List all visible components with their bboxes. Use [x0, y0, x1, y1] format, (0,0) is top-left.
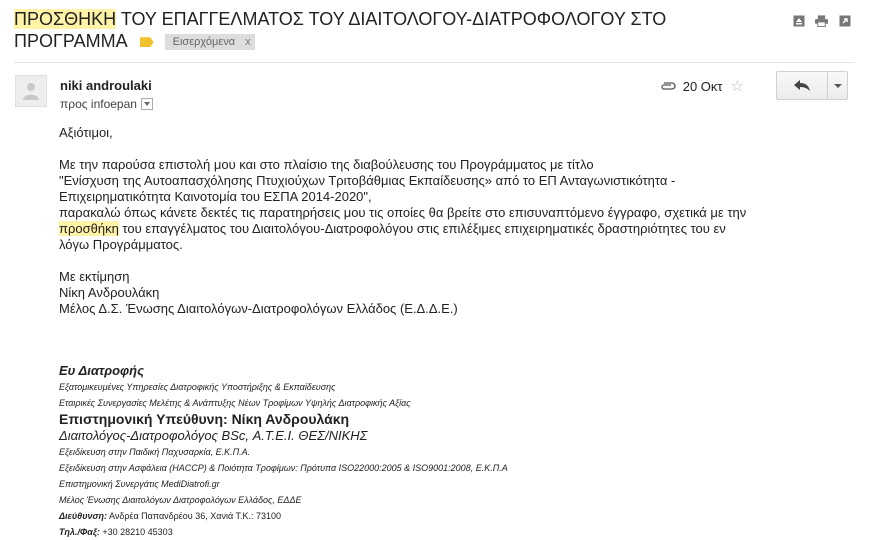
person-icon [22, 81, 40, 101]
phone-label: Τηλ./Φαξ: [59, 527, 100, 537]
body-line: παρακαλώ όπως κάνετε δεκτές τις παρατηρήσεις μου τις οποίες θα βρείτε στο επισυναπτόμενο έγγραφο, σχετικά με την [59, 205, 747, 220]
body-line: "Ενίσχυση της Αυτοαπασχόλησης Πτυχιούχων Τριτοβάθμιας Εκπαίδευσης» από το ΕΠ Ανταγωνιστικότητα - [59, 173, 676, 188]
message-date: 20 Οκτ [682, 78, 723, 94]
body-line: λόγω Προγράμματος. [59, 237, 183, 252]
signer-role: Μέλος Δ.Σ. Ένωσης Διαιτολόγων-Διατροφολόγων Ελλάδος (Ε.Δ.Δ.Ε.) [59, 301, 458, 316]
thread-actions [792, 14, 851, 27]
address-label: Διεύθυνση: [59, 511, 107, 521]
avatar[interactable] [15, 75, 47, 107]
signer-name: Νίκη Ανδρουλάκη [59, 285, 160, 300]
star-icon[interactable]: ☆ [730, 78, 744, 95]
reply-icon [794, 80, 810, 91]
sig-line: Εξειδίκευση στην Παιδική Παχυσαρκία, Ε.Κ.Π.Α. [59, 447, 251, 457]
address-value: Ανδρέα Παπανδρέου 36, Χανιά Τ.Κ.: 73100 [106, 511, 282, 521]
reply-button-group [776, 71, 848, 100]
subject-text: ΤΟΥ ΕΠΑΓΓΕΛΜΑΤΟΣ ΤΟΥ ΔΙΑΙΤΟΛΟΓΟΥ-ΔΙΑΤΡΟΦΟΛΟΓΟΥ ΣΤΟ ΠΡΟΓΡΑΜΜΑ [14, 9, 667, 51]
new-window-icon[interactable] [838, 14, 851, 27]
recipient-line [60, 97, 153, 111]
sender-name[interactable]: niki androulaki [60, 78, 152, 93]
remove-label-button[interactable]: x [245, 36, 251, 49]
inbox-label-tag[interactable] [165, 34, 255, 50]
sig-line: Επιστημονική Συνεργάτις MediDiatrofi.gr [59, 479, 220, 489]
chevron-down-icon [834, 84, 842, 88]
sig-head: Επιστημονική Υπεύθυνη: Νίκη Ανδρουλάκη [59, 411, 350, 427]
phone-value: +30 28210 45303 [99, 527, 173, 537]
sig-line: Μέλος Ένωσης Διαιτολόγων Διατροφολόγων Ελλάδος, ΕΔΔΕ [59, 495, 302, 505]
sig-line: Εταιρικές Συνεργασίες Μελέτης & Ανάπτυξης Νέων Τροφίμων Υψηλής Διατροφικής Αξίας [59, 398, 411, 408]
message-meta [659, 77, 744, 95]
greeting: Αξιότιμοι, [59, 125, 113, 140]
show-details-dropdown[interactable] [141, 98, 153, 110]
more-actions-button[interactable] [828, 71, 848, 100]
closing: Με εκτίμηση [59, 269, 130, 284]
body-line-rest: του επαγγέλματος του Διαιτολόγου-Διατροφολόγου στις επιλέξιμες επιχειρηματικές δραστηριότητες του εν [118, 221, 726, 236]
expand-icon[interactable] [792, 14, 805, 27]
inbox-label-text: Εισερχόμενα [172, 36, 236, 49]
email-subject [14, 8, 714, 52]
recipient-name: infoepan [90, 97, 137, 111]
label-importance-icon[interactable] [140, 37, 154, 47]
reply-button[interactable] [776, 71, 828, 100]
sig-line: Εξειδίκευση στην Ασφάλεια (HACCP) & Ποιότητα Τροφίμων: Πρότυπα ISO22000:2005 & ISO9001:2008, Ε.Κ.Π.Α [59, 463, 508, 473]
sig-line: Εξατομικευμένες Υπηρεσίες Διατροφικής Υποστήριξης & Εκπαίδευσης [59, 382, 336, 392]
body-highlight: προσθήκη [59, 221, 119, 236]
signature-block [59, 363, 839, 540]
sig-degree: Διαιτολόγος-Διατροφολόγος BSc, Α.Τ.Ε.Ι. ΘΕΣ/ΝΙΚΗΣ [59, 428, 368, 443]
body-line: Επιχειρηματικότητα Καινοτομία του ΕΣΠΑ 2014-2020", [59, 189, 372, 204]
body-line [59, 221, 849, 237]
sig-brand: Ευ Διατροφής [59, 363, 145, 378]
message-body [59, 125, 849, 317]
subject-divider [14, 62, 855, 63]
subject-highlight: ΠΡΟΣΘΗΚΗ [14, 9, 117, 29]
body-line: Με την παρούσα επιστολή μου και στο πλαίσιο της διαβούλευσης του Προγράμματος με τίτλο [59, 157, 594, 172]
print-icon[interactable] [815, 14, 828, 27]
paperclip-icon [659, 79, 677, 94]
to-prefix: προς [60, 97, 88, 111]
sig-address [59, 508, 839, 524]
sig-phone [59, 524, 839, 540]
